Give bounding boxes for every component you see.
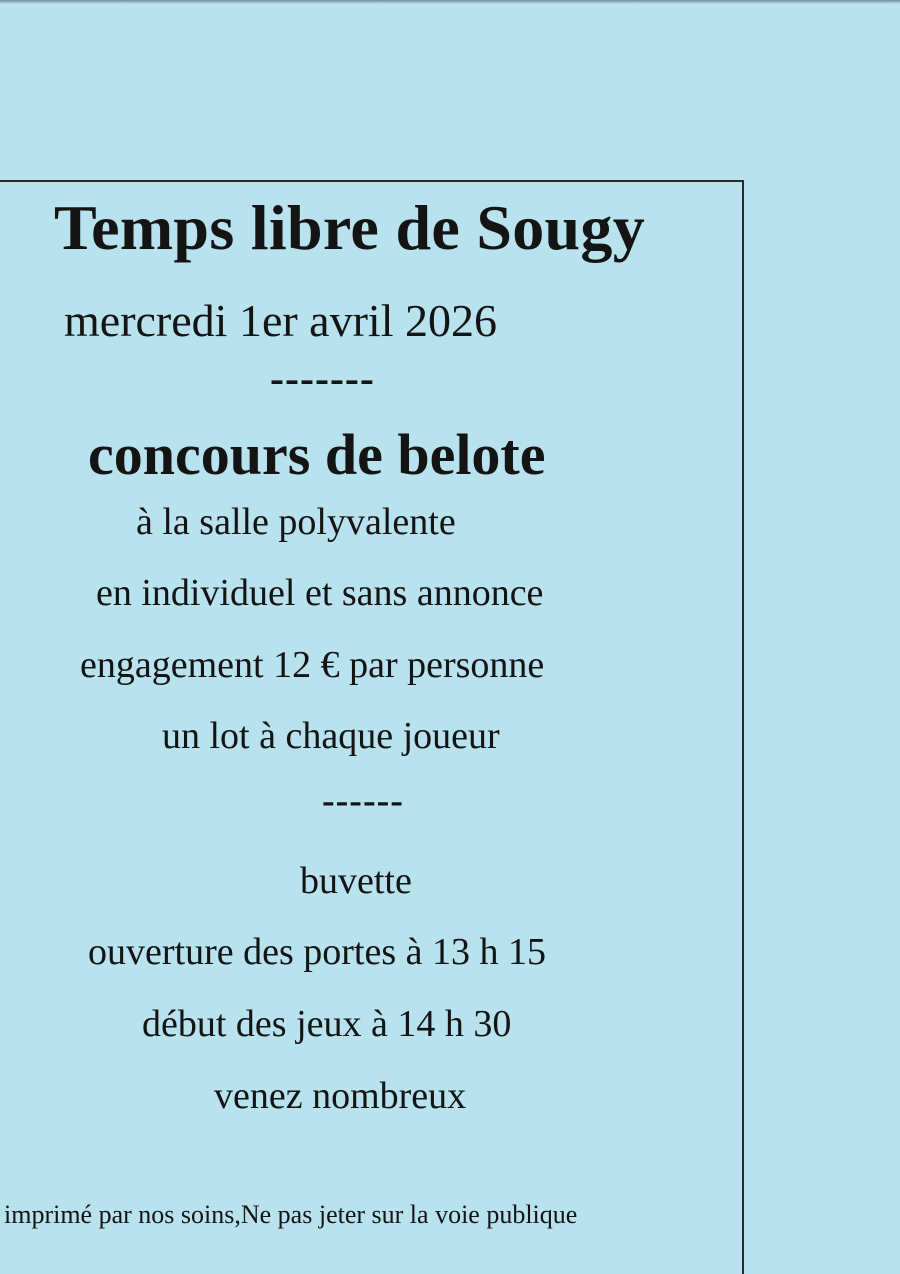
games-start-time: début des jeux à 14 h 30 (142, 1003, 512, 1045)
event-venue: à la salle polyvalente (136, 501, 456, 543)
closing-invitation: venez nombreux (214, 1075, 467, 1117)
entry-fee: engagement 12 € par personne (80, 644, 545, 686)
frame-top-border (0, 180, 744, 182)
flyer-title: Temps libre de Sougy (54, 192, 646, 263)
separator-line-1: ------- (270, 356, 375, 402)
doors-opening-time: ouverture des portes à 13 h 15 (88, 931, 546, 973)
prize-info: un lot à chaque joueur (162, 715, 500, 757)
separator-line-2: ------ (322, 780, 404, 822)
bar-info: buvette (300, 860, 412, 902)
frame-right-border (742, 180, 744, 1274)
event-date: mercredi 1er avril 2026 (64, 295, 497, 346)
event-format: en individuel et sans annonce (96, 572, 544, 614)
footer-note: imprimé par nos soins,Ne pas jeter sur la voie publique (4, 1200, 578, 1229)
event-heading: concours de belote (88, 422, 546, 487)
scan-top-edge (0, 0, 900, 4)
